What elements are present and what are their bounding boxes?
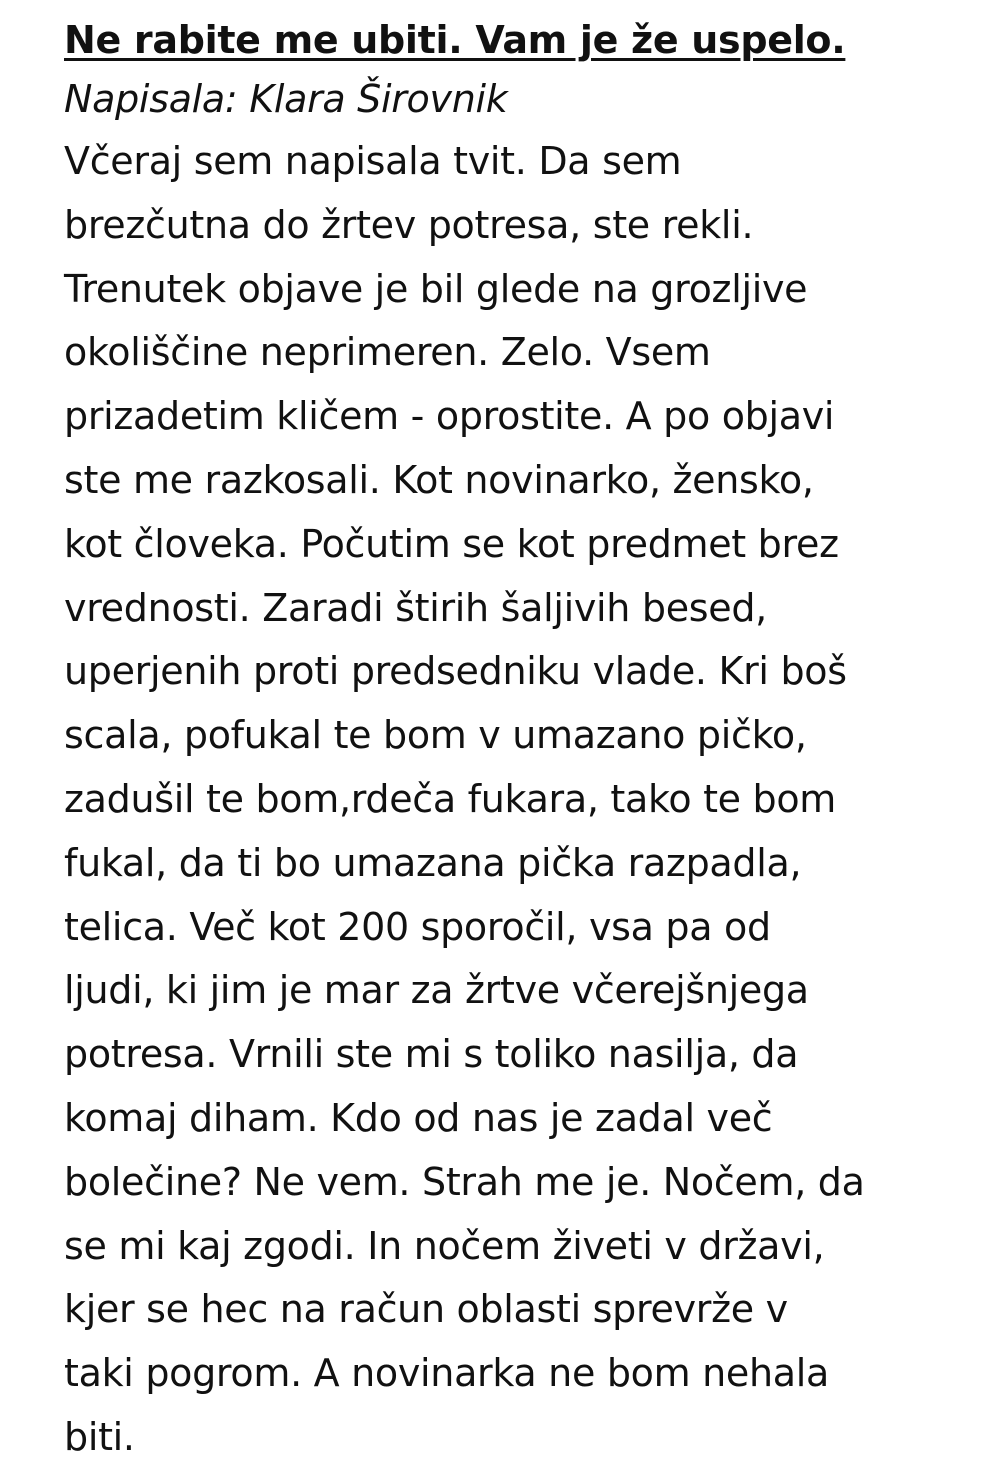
note-body	[64, 130, 944, 1470]
body-line: scala, pofukal te bom v umazano pičko,	[64, 713, 807, 758]
body-line: ste me razkosali. Kot novinarko, žensko,	[64, 457, 814, 502]
note-byline: Napisala: Klara Širovnik	[64, 77, 508, 121]
body-line: kjer se hec na račun oblasti sprevrže v	[64, 1287, 788, 1332]
body-line: okoliščine neprimeren. Zelo. Vsem	[64, 330, 711, 375]
body-line: zadušil te bom,rdeča fukara, tako te bom	[64, 776, 837, 821]
body-line: prizadetim kličem - oprostite. A po objavi	[64, 394, 835, 439]
body-line: taki pogrom. A novinarka ne bom nehala	[64, 1351, 829, 1396]
body-line: komaj diham. Kdo od nas je zadal več	[64, 1095, 773, 1140]
body-line: telica. Več kot 200 sporočil, vsa pa od	[64, 904, 771, 949]
note-title: Ne rabite me ubiti. Vam je že uspelo.	[64, 18, 846, 62]
body-line: bolečine? Ne vem. Strah me je. Nočem, da	[64, 1159, 865, 1204]
body-line: Včeraj sem napisala tvit. Da sem	[64, 139, 682, 183]
body-line: kot človeka. Počutim se kot predmet brez	[64, 521, 839, 566]
body-line: se mi kaj zgodi. In nočem živeti v državi,	[64, 1223, 825, 1268]
body-line: vrednosti. Zaradi štirih šaljivih besed,	[64, 585, 767, 630]
body-line: brezčutna do žrtev potresa, ste rekli.	[64, 202, 754, 247]
body-line: fukal, da ti bo umazana pička razpadla,	[64, 840, 802, 885]
body-line: ljudi, ki jim je mar za žrtve včerejšnjega	[64, 968, 809, 1013]
body-line: biti.	[64, 1414, 135, 1459]
body-line: potresa. Vrnili ste mi s toliko nasilja, da	[64, 1032, 799, 1077]
body-line: uperjenih proti predsedniku vlade. Kri boš	[64, 649, 847, 694]
body-line: Trenutek objave je bil glede na grozljive	[64, 266, 808, 311]
